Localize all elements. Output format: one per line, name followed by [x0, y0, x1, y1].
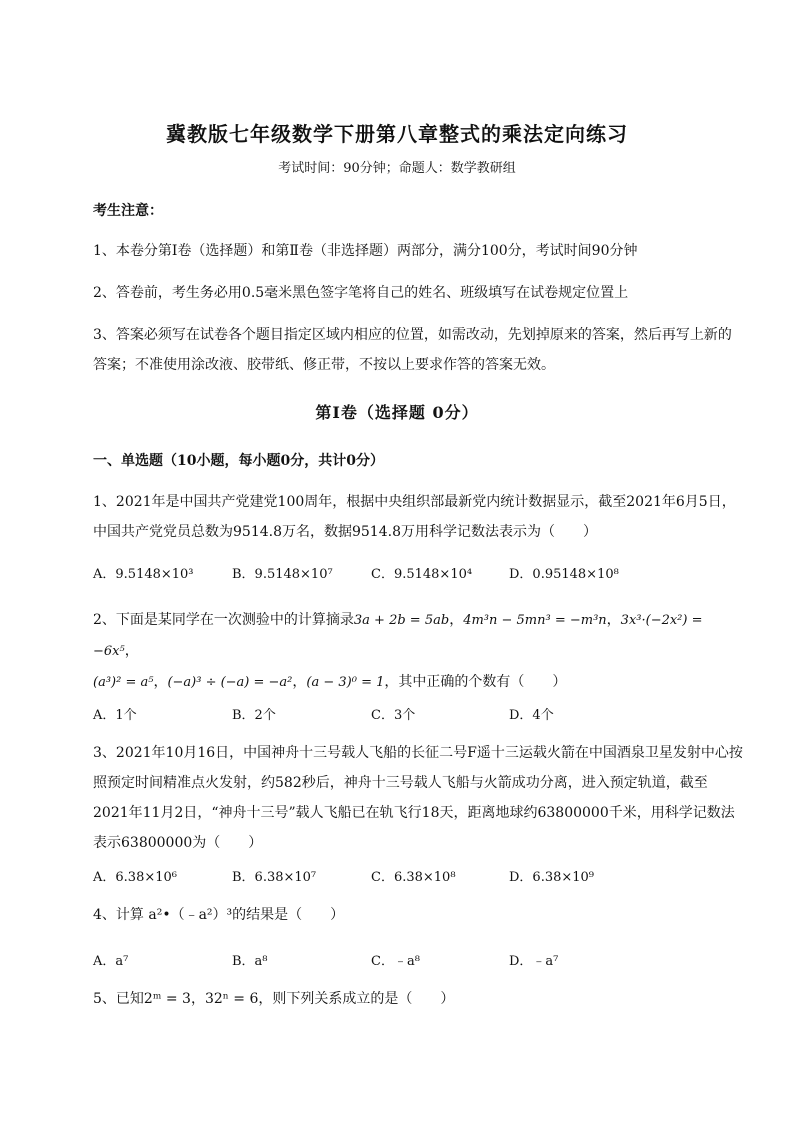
option-a: A．6.38×10⁶ — [93, 870, 177, 885]
question-1-options — [93, 563, 743, 587]
option-d: D．4个 — [509, 708, 554, 723]
option-a: A．9.5148×10³ — [93, 567, 194, 582]
notice-item: 3、答案必须写在试卷各个题目指定区域内相应的位置，如需改动，先划掉原来的答案，然后再写上新的答案；不准使用涂改液、胶带纸、修正带，不按以上要求作答的答案无效。 — [93, 327, 732, 373]
formula: 4m³n − 5mn³ = −m³n — [463, 613, 607, 628]
option-c: C．6.38×10⁸ — [371, 870, 456, 885]
formula: (−a)³ ÷ (−a) = −a² — [167, 675, 293, 690]
option-c: C．﹣a⁸ — [371, 954, 420, 969]
exam-info: 考试时间：90分钟；命题人：数学教研组 — [278, 161, 516, 176]
option-c: C．9.5148×10⁴ — [371, 567, 473, 582]
question-1-stem: 1、2021年是中国共产党建党100周年，根据中央组织部最新党内统计数据显示，截至2021年6月5日，中国共产党党员总数为9514.8万名，数据9514.8万用科学记数法表示为（ ） — [93, 494, 736, 540]
question-2-options — [93, 704, 743, 728]
option-b: B．6.38×10⁷ — [232, 870, 317, 885]
question-2-text: ，其中正确的个数有（ ） — [384, 674, 567, 690]
option-a: A．a⁷ — [93, 954, 129, 969]
formula: 3a + 2b = 5ab — [353, 613, 450, 628]
option-b: B．a⁸ — [232, 954, 268, 969]
formula: (a³)² = a⁵ — [93, 675, 154, 690]
notice-heading: 考生注意： — [93, 203, 163, 219]
question-type-heading: 一、单选题（10小题，每小题0分，共计0分） — [93, 453, 384, 469]
option-d: D．6.38×10⁹ — [509, 870, 595, 885]
question-4-options — [93, 950, 743, 974]
option-d: D．﹣a⁷ — [509, 954, 559, 969]
option-a: A．1个 — [93, 708, 137, 723]
question-3-stem: 3、2021年10月16日，中国神舟十三号载人飞船的长征二号F遥十三运载火箭在中国酒泉卫星发射中心按照预定时间精准点火发射，约582秒后，神舟十三号载人飞船与火箭成功分离，进入预定轨道，截至2021年11月2日，“神舟十三号”载人飞船已在轨飞行18天，距离地球约63800000千米，用科学记数法表示63800000为（ ） — [93, 745, 743, 851]
formula: 3x³·(−2x²) = −6x⁵ — [93, 613, 703, 659]
section-heading: 第Ⅰ卷（选择题 0分） — [315, 403, 479, 422]
formula: (a − 3)⁰ = 1 — [306, 675, 385, 690]
option-b: B．2个 — [232, 708, 276, 723]
question-5-stem: 5、已知2ᵐ = 3，32ⁿ = 6，则下列关系成立的是（ ） — [93, 991, 455, 1007]
question-3-options — [93, 866, 743, 890]
option-c: C．3个 — [371, 708, 416, 723]
question-2-stem: 2、下面是某同学在一次测验中的计算摘录3a + 2b = 5ab，4m³n − 5mn³ = −m³n，3x³·(−2x²) = −6x⁵， (a³)² = a⁵，(−a)³ ÷ (−a) = −a²，(a − 3)⁰ = 1，其中正确的个数有（ ） — [93, 612, 703, 690]
page-title: 冀教版七年级数学下册第八章整式的乘法定向练习 — [166, 122, 628, 146]
question-2-text: 2、下面是某同学在一次测验中的计算摘录 — [93, 612, 354, 628]
option-d: D．0.95148×10⁸ — [509, 567, 619, 582]
notice-item: 1、本卷分第Ⅰ卷（选择题）和第Ⅱ卷（非选择题）两部分，满分100分，考试时间90分钟 — [93, 243, 638, 259]
question-4-stem: 4、计算 a²•（﹣a²）³的结果是（ ） — [93, 907, 345, 923]
option-b: B．9.5148×10⁷ — [232, 567, 333, 582]
notice-item: 2、答卷前，考生务必用0.5毫米黑色签字笔将自己的姓名、班级填写在试卷规定位置上 — [93, 285, 629, 301]
